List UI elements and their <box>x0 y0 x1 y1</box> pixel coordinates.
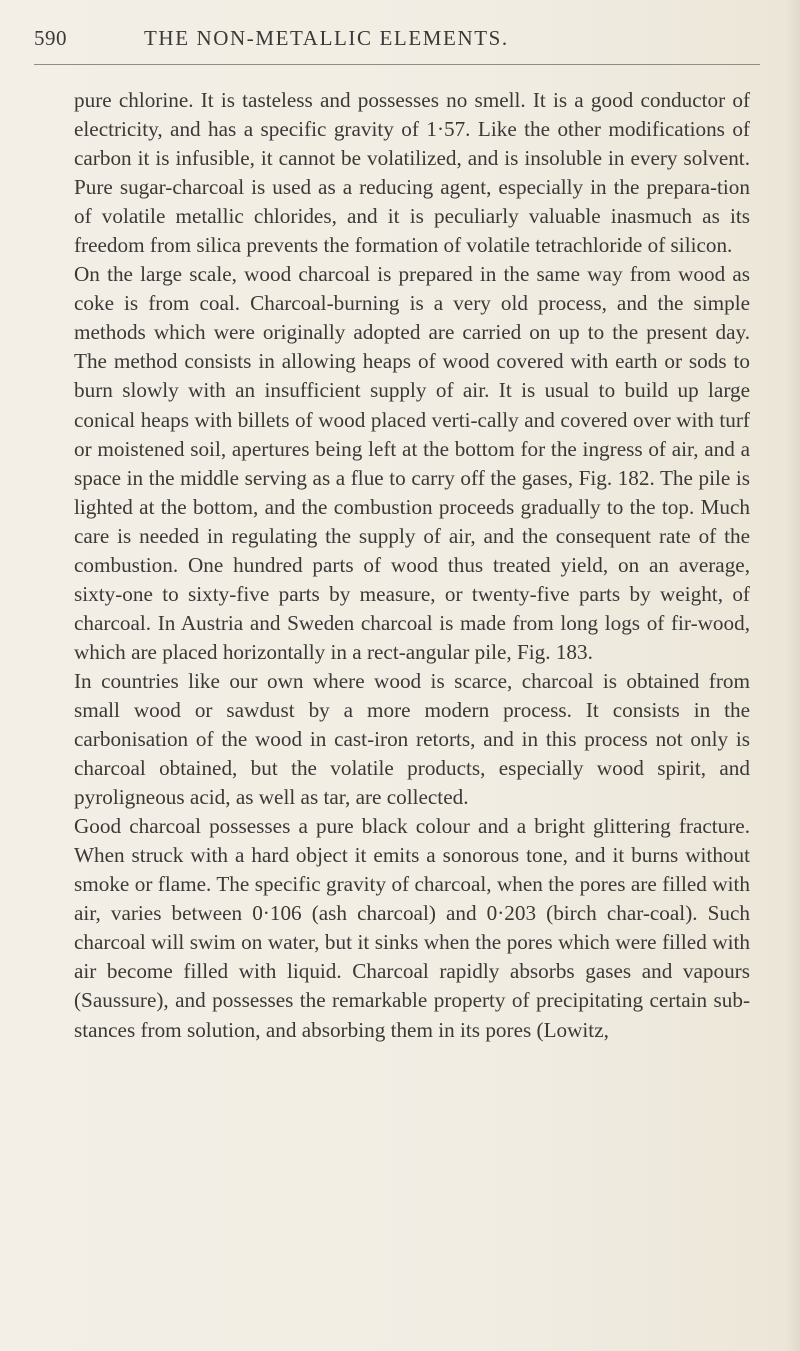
page-number: 590 <box>34 26 67 50</box>
paragraph: On the large scale, wood charcoal is prepared in the same way from wood as coke is from coal. Charcoal-burning is a very old process, and the simple methods which were originally adopted are carried on up to the present day. The method consists in allowing heaps of wood covered with earth or sods to burn slowly with an insufficient supply of air. It is usual to build up large conical heaps with billets of wood placed verti-cally and covered over with turf or moistened soil, apertures being left at the bottom for the ingress of air, and a space in the middle serving as a flue to carry off the gases, Fig. 182. The pile is lighted at the bottom, and the combustion proceeds gradually to the top. Much care is needed in regulating the supply of air, and the consequent rate of the combustion. One hundred parts of wood thus treated yield, on an average, sixty-one to sixty-five parts by measure, or twenty-five parts by weight, of charcoal. In Austria and Sweden charcoal is made from long logs of fir-wood, which are placed horizontally in a rect-angular pile, Fig. 183. <box>74 262 750 664</box>
page-header <box>34 24 760 65</box>
body-text <box>74 86 750 1045</box>
page-edge-shadow <box>786 0 800 1351</box>
paragraph: In countries like our own where wood is scarce, charcoal is obtained from small wood or sawdust by a more modern process. It consists in the carbonisation of the wood in cast-iron retorts, and in this process not only is charcoal obtained, but the volatile products, especially wood spirit, and pyroligneous acid, as well as tar, are collected. <box>74 668 750 810</box>
paragraph: Good charcoal possesses a pure black colour and a bright glittering fracture. When struck with a hard object it emits a sonorous tone, and it burns without smoke or flame. The specific gravity of charcoal, when the pores are filled with air, varies between 0·106 (ash charcoal) and 0·203 (birch char-coal). Such charcoal will swim on water, but it sinks when the pores which were filled with air become filled with liquid. Charcoal rapidly absorbs gases and vapours (Saussure), and possesses the remarkable property of precipitating certain sub-stances from solution, and absorbing them in its pores (Lowitz, <box>74 814 750 1042</box>
running-title: THE NON-METALLIC ELEMENTS. <box>144 26 509 50</box>
paragraph: pure chlorine. It is tasteless and possesses no smell. It is a good conductor of electricity, and has a specific gravity of 1·57. Like the other modifications of carbon it is infusible, it cannot be volatilized, and is insoluble in every solvent. Pure sugar-charcoal is used as a reducing agent, especially in the prepara-tion of volatile metallic chlorides, and it is peculiarly valuable inasmuch as its freedom from silica prevents the formation of volatile tetrachloride of silicon. <box>74 88 750 258</box>
